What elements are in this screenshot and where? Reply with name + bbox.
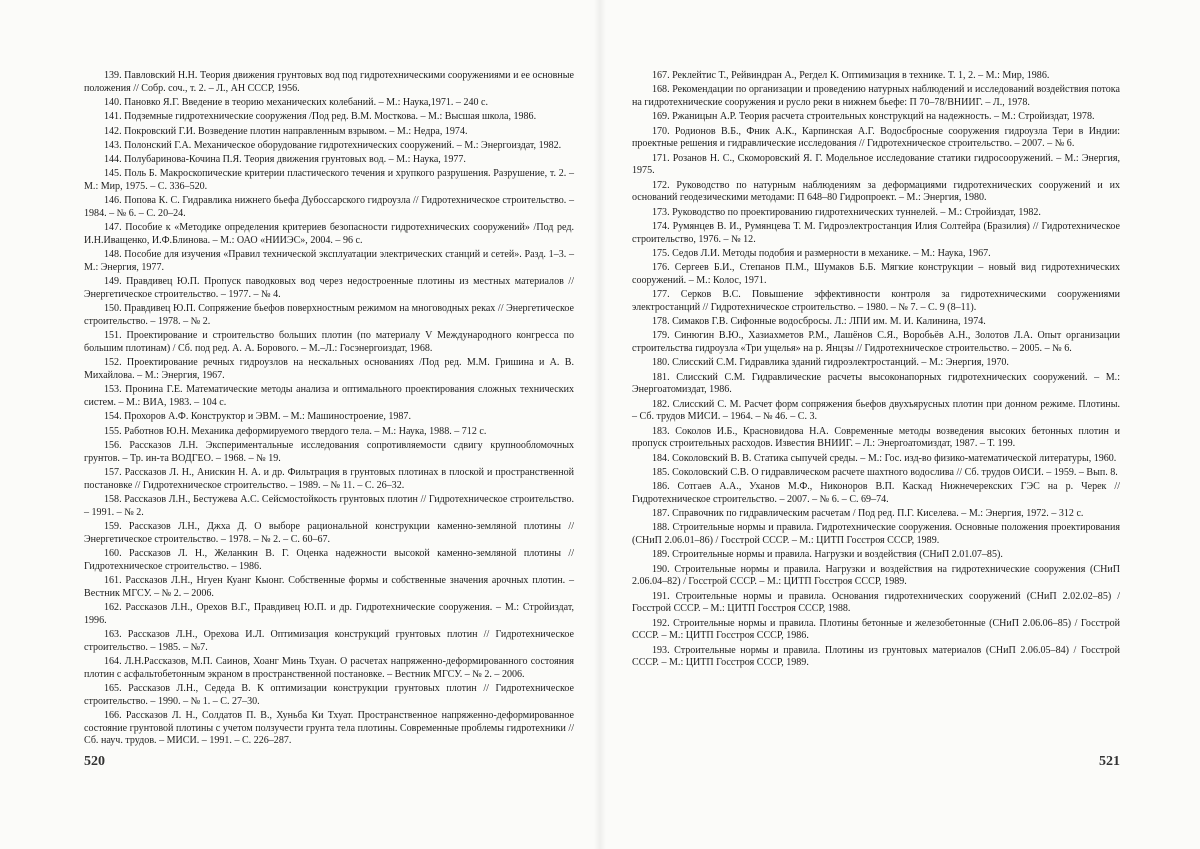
reference-entry: 187. Справочник по гидравлическим расчетам / Под ред. П.Г. Киселева. – М.: Энергия, 1972. – 312 с.	[652, 508, 1084, 519]
reference-entry: 188. Строительные нормы и правила. Гидротехнические сооружения. Основные положения проектирования (СНиП 2.06.01–86) / Госстрой СССР. – М.: ЦИТП Госстроя СССР, 1989.	[632, 522, 1120, 546]
reference-list-left	[84, 70, 574, 750]
page-number-right: 521	[1099, 754, 1120, 769]
reference-entry: 179. Синюгин В.Ю., Хазиахметов Р.М., Лашёнов С.Я., Воробьёв А.Н., Золотов Л.А. Опыт организации строительства гидроузла «Три ущелья» на р. Янцзы // Гидротехническое строительство. – 2005. – № 6.	[632, 330, 1120, 354]
reference-entry: 191. Строительные нормы и правила. Основания гидротехнических сооружений (СНиП 2.02.02–85) / Госстрой СССР. – М.: ЦИТП Госстроя СССР, 1988.	[632, 590, 1120, 615]
reference-entry: 190. Строительные нормы и правила. Нагрузки и воздействия на гидротехнические сооружения (СНиП 2.06.04–82) / Госстрой СССР. – М.: ЦИТП Госстроя СССР, 1989.	[632, 563, 1120, 588]
reference-entry: 178. Симаков Г.В. Сифонные водосбросы. Л.: ЛПИ им. М. И. Калинина, 1974.	[652, 316, 986, 327]
reference-entry: 182. Слисский С. М. Расчет форм сопряжения бьефов двухъярусных плотин при донном режиме. Плотины. – Сб. трудов МИСИ. – 1964. – № 46. – С. 3.	[632, 398, 1120, 423]
reference-entry: 147. Пособие к «Методике определения критериев безопасности гидротехнических сооружений» /Под ред. И.Н.Иващенко, И.Ф.Блинова. – М.: ОАО «НИИЭС», 2004. – 96 с.	[84, 222, 574, 246]
reference-list-right	[632, 70, 1120, 672]
reference-entry: 181. Слисский С.М. Гидравлические расчеты высоконапорных гидротехнических сооружений. – М.: Энергоатомиздат, 1986.	[632, 371, 1120, 396]
reference-entry: 193. Строительные нормы и правила. Плотины из грунтовых материалов (СНиП 2.06.05–84) / Госстрой СССР. – М.: ЦИТП Госстроя СССР, 1989.	[632, 644, 1120, 669]
reference-entry: 186. Сотгаев А.А., Уханов М.Ф., Никоноров В.П. Каскад Нижнечерекских ГЭС на р. Черек // Гидротехническое строительство. – 2007. – № 6. – С. 69–74.	[632, 481, 1120, 505]
reference-entry: 143. Полонский Г.А. Механическое оборудование гидротехнических сооружений. – М.: Энергоиздат, 1982.	[104, 139, 562, 151]
reference-entry: 184. Соколовский В. В. Статика сыпучей среды. – М.: Гос. изд-во физико-математической литературы, 1960.	[652, 452, 1117, 464]
page-number-left: 520	[84, 754, 105, 769]
reference-entry: 156. Рассказов Л.Н. Экспериментальные исследования сопротивляемости сдвигу крупнообломочных грунтов. – Тр. ин-та ВОДГЕО. – 1968. – № 19.	[84, 439, 574, 464]
reference-entry: 158. Рассказов Л.Н., Бестужева А.С. Сейсмостойкость грунтовых плотин // Гидротехническое строительство. – 1991. – № 2.	[84, 493, 574, 518]
reference-entry: 175. Седов Л.И. Методы подобия и размерности в механике. – М.: Наука, 1967.	[652, 247, 991, 259]
reference-entry: 144. Полубаринова-Кочина П.Я. Теория движения грунтовых вод. – М.: Наука, 1977.	[104, 154, 466, 165]
reference-entry: 189. Строительные нормы и правила. Нагрузки и воздействия (СНиП 2.01.07–85).	[652, 549, 1003, 561]
reference-entry: 183. Соколов И.Б., Красновидова Н.А. Современные методы возведения высоких бетонных плотин и пропуск строительных расходов. Известия ВНИИГ. – Л.: Энергоатомиздат, 1987. – Т. 199.	[632, 425, 1120, 450]
reference-entry: 171. Розанов Н. С., Скоморовский Я. Г. Модельное исследование статики гидросооружений. – М.: Энергия, 1975.	[632, 152, 1120, 177]
reference-entry: 139. Павловский Н.Н. Теория движения грунтовых вод под гидротехническими сооружениями и ее основные положения // Собр. соч., т. 2. – Л., АН СССР, 1956.	[84, 70, 574, 94]
reference-entry: 151. Проектирование и строительство больших плотин (по материалу V Международного конгресса по большим плотинам) / Сб. под ред. А. А. Борового. – М.–Л.: Госэнергоиздат, 1968.	[84, 330, 574, 354]
reference-entry: 154. Прохоров А.Ф. Конструктор и ЭВМ. – М.: Машиностроение, 1987.	[104, 411, 411, 423]
reference-entry: 163. Рассказов Л.Н., Орехова И.Л. Оптимизация конструкций грунтовых плотин // Гидротехническое строительство. – 1985. – №7.	[84, 628, 574, 653]
reference-entry: 145. Поль Б. Макроскопические критерии пластического течения и хрупкого разрушения. Разрушение, т. 2. – М.: Мир, 1975. – С. 336–520.	[84, 168, 574, 192]
reference-entry: 165. Рассказов Л.Н., Седеда В. К оптимизации конструкции грунтовых плотин // Гидротехническое строительство. – 1990. – № 1. – С. 27–30.	[84, 682, 574, 707]
reference-entry: 160. Рассказов Л. Н., Желанкин В. Г. Оценка надежности высокой каменно-земляной плотины // Гидротехническое строительство. – 1986.	[84, 547, 574, 572]
reference-entry: 177. Серков В.С. Повышение эффективности контроля за гидротехническими сооружениями электростанций // Гидротехническое строительство. – 1980. – № 7. – С. 9 (8–11).	[632, 289, 1120, 313]
reference-entry: 172. Руководство по натурным наблюдениям за деформациями гидротехнических сооружений и их оснований геодезическими методами: П 648–80 Гидропроект. – М.: Энергия, 1980.	[632, 179, 1120, 204]
reference-entry: 161. Рассказов Л.Н., Нгуен Куанг Кыонг. Собственные формы и собственные значения арочных плотин. – Вестник МГСУ. – № 2. – 2006.	[84, 574, 574, 599]
reference-entry: 148. Пособие для изучения «Правил технической эксплуатации электрических станций и сетей». Разд. 1–3. – М.: Энергия, 1977.	[84, 249, 574, 273]
reference-entry: 162. Рассказов Л.Н., Орехов В.Г., Правдивец Ю.П. и др. Гидротехнические сооружения. – М.: Стройиздат, 1996.	[84, 601, 574, 626]
reference-entry: 167. Реклейтис Т., Рейвиндран А., Регдел К. Оптимизация в технике. Т. 1, 2. – М.: Мир, 1986.	[652, 70, 1050, 81]
reference-entry: 169. Ржаницын А.Р. Теория расчета строительных конструкций на надежность. – М.: Стройиздат, 1978.	[652, 111, 1095, 123]
reference-entry: 141. Подземные гидротехнические сооружения /Под ред. В.М. Мосткова. – М.: Высшая школа, 1986.	[104, 111, 537, 123]
right-page	[600, 0, 1200, 849]
reference-entry: 174. Румянцев В. И., Румянцева Т. М. Гидроэлектростанция Илия Солтейра (Бразилия) // Гидротехническое строительство, 1976. – № 12.	[632, 220, 1120, 245]
reference-entry: 185. Соколовский С.В. О гидравлическом расчете шахтного водослива // Сб. трудов ОИСИ. – 1959. – Вып. 8.	[652, 466, 1118, 478]
reference-entry: 149. Правдивец Ю.П. Пропуск паводковых вод через недостроенные плотины из местных материалов // Энергетическое строительство. – 1977. – № 4.	[84, 276, 574, 300]
reference-entry: 180. Слисский С.М. Гидравлика зданий гидроэлектростанций. – М.: Энергия, 1970.	[652, 357, 1009, 369]
reference-entry: 192. Строительные нормы и правила. Плотины бетонные и железобетонные (СНиП 2.06.06–85) / Госстрой СССР. – М.: ЦИТП Госстроя СССР, 1986.	[632, 617, 1120, 642]
reference-entry: 176. Сергеев Б.И., Степанов П.М., Шумаков Б.Б. Мягкие конструкции – новый вид гидротехнических сооружений. – М.: Колос, 1971.	[632, 262, 1120, 286]
reference-entry: 168. Рекомендации по организации и проведению натурных наблюдений и исследований воздействия потока на гидротехнические сооружения и русло реки в нижнем бьефе: П 70–78/ВНИИГ. – Л., 1978.	[632, 84, 1120, 108]
reference-entry: 155. Работнов Ю.Н. Механика деформируемого твердого тела. – М.: Наука, 1988. – 712 с.	[104, 425, 487, 437]
reference-entry: 142. Покровский Г.И. Возведение плотин направленным взрывом. – М.: Недра, 1974.	[104, 125, 468, 137]
reference-entry: 153. Пронина Г.Е. Математические методы анализа и оптимального проектирования сложных технических систем. – М.: ВИА, 1983. – 104 с.	[84, 384, 574, 408]
reference-entry: 166. Рассказов Л. Н., Солдатов П. В., Хуньба Ки Тхуат. Пространственное напряженно-деформированное состояние грунтовой плотины с учетом ползучести грунта тела плотины. Современные проблемы гидротехники // Сб. науч. трудов. – МИСИ. – 1991. – С. 226–287.	[84, 709, 574, 747]
reference-entry: 150. Правдивец Ю.П. Сопряжение бьефов поверхностным режимом на многоводных реках // Энергетическое строительство. – 1978. – № 2.	[84, 303, 574, 327]
reference-entry: 157. Рассказов Л. Н., Анискин Н. А. и др. Фильтрация в грунтовых плотинах в плоской и пространственной постановке // Гидротехническое строительство. – 1989. – № 11. – С. 26–32.	[84, 466, 574, 491]
reference-entry: 173. Руководство по проектированию гидротехнических туннелей. – М.: Стройиздат, 1982.	[652, 206, 1041, 218]
reference-entry: 146. Попова К. С. Гидравлика нижнего бьефа Дубоссарского гидроузла // Гидротехническое строительство. – 1984. – № 6. – С. 20–24.	[84, 195, 574, 219]
reference-entry: 170. Родионов В.Б., Фник А.К., Карпинская А.Г. Водосбросные сооружения гидроузла Тери в Индии: проектные решения и гидравлические исследования // Гидротехническое строительство. – 2007. – № 6.	[632, 125, 1120, 150]
reference-entry: 152. Проектирование речных гидроузлов на нескальных основаниях /Под ред. М.М. Гришина и А. В. Михайлова. – М.: Энергия, 1967.	[84, 357, 574, 381]
reference-entry: 164. Л.Н.Рассказов, М.П. Саинов, Хоанг Минь Тхуан. О расчетах напряженно-деформированного состояния плотин с асфальтобетонным экраном в пространственной постановке. – Вестник МГСУ. – № 2. – 2006.	[84, 655, 574, 680]
reference-entry: 159. Рассказов Л.Н., Джха Д. О выборе рациональной конструкции каменно-земляной плотины // Энергетическое строительство. – 1978. – № 2. – С. 60–67.	[84, 520, 574, 545]
reference-entry: 140. Пановко Я.Г. Введение в теорию механических колебаний. – М.: Наука,1971. – 240 с.	[104, 97, 489, 108]
